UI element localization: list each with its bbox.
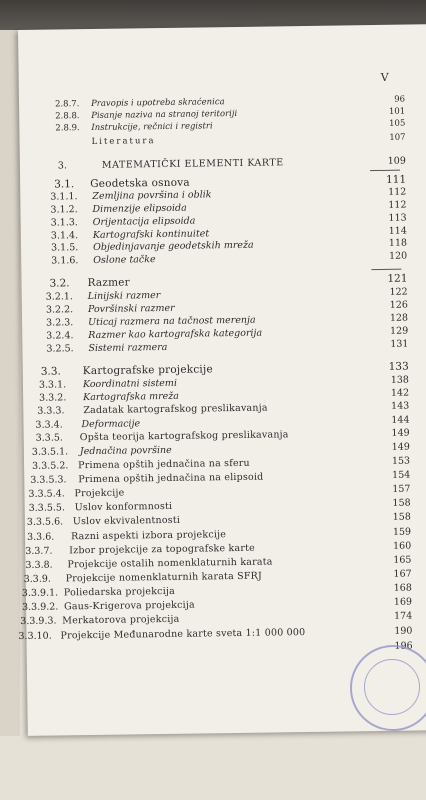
toc-entry-number: 3.3.5. [35,432,63,444]
toc-entry-number: 3.3.10. [18,630,52,643]
toc-entry-page: 133 [388,360,409,373]
toc-entry-title: Gaus-Krigerova projekcija [63,599,195,613]
toc-entry-page: 158 [392,497,411,509]
toc-entry-number: 3.3.5.6. [26,516,64,528]
toc-entry-number: 3.3.9.2. [21,601,59,613]
toc-entry-page: 121 [387,272,408,285]
toc-entry-number: 3.3. [40,365,61,378]
toc-entry-number: 3.2.4. [46,330,74,342]
toc-entry-page: 142 [390,387,410,399]
toc-entry-title: Projekcije [74,487,125,500]
toc-entry-page: 165 [393,554,412,566]
toc-entry-title: Kartografske projekcije [82,363,213,378]
toc-entry-page: 149 [391,427,410,439]
toc-entry-title: Primena opštih jednačina na elipsoid [78,471,264,486]
toc-entry-page: 120 [388,250,408,262]
toc-entry-number: 3.3.1. [38,379,67,391]
toc-entry-title: Razni aspekti izbora projekcije [71,529,227,543]
toc-entry-title: Orijentacija elipsoida [92,215,196,228]
toc-entry-title: Objedinjavanje geodetskih mreža [92,239,254,253]
toc-entry-number: 3.3.5.5. [28,502,66,514]
table-of-contents [18,24,426,736]
toc-entry-title: MATEMATIČKI ELEMENTI KARTE [101,157,284,171]
toc-entry-page: 129 [390,325,409,337]
toc-entry-page: 196 [394,640,413,652]
toc-entry-page: 112 [388,199,407,211]
toc-entry-page: 160 [393,540,412,552]
toc-entry-number: 3.2. [49,277,70,290]
toc-entry-page: 122 [389,286,408,298]
toc-entry-page: 101 [388,106,406,117]
toc-entry-number: 3.3.7. [25,545,53,557]
toc-entry-title: Pravopis i upotreba skraćenica [90,97,225,109]
page-rule [371,269,401,270]
toc-entry-page: 143 [391,400,410,412]
toc-entry-title: Zadatak kartografskog preslikavanja [83,402,268,417]
toc-entry-number: 3.3.9.3. [20,615,57,628]
toc-entry-page: 144 [391,414,410,426]
toc-entry-page: 138 [390,374,410,386]
toc-entry-page: 107 [389,132,406,143]
toc-entry-title: Deformacije [81,418,141,431]
toc-entry-number: 3.3.5.1. [31,446,69,458]
toc-entry-number: 3.3.5.4. [28,488,65,500]
toc-entry-number: 3.1.2. [50,204,78,216]
toc-entry-number: 3.3.2. [39,392,67,404]
toc-entry-page: 105 [389,118,406,129]
toc-entry-page: 126 [389,299,408,311]
library-stamp [350,645,426,731]
toc-entry-title: Geodetska osnova [90,176,190,191]
toc-entry-page: 128 [389,312,409,324]
book-page [18,24,426,736]
toc-entry-number: 3.3.9.1. [21,587,59,600]
toc-entry-page: 118 [388,237,408,249]
toc-entry-title: Instrukcije, rečnici i registri [91,121,213,133]
toc-entry-title: Poliedarska projekcija [63,585,175,599]
toc-entry-number: 3.2.1. [45,291,74,303]
toc-entry-page: 158 [392,511,411,523]
page-rule [370,170,400,171]
toc-entry-number: 3.3.4. [35,419,63,431]
toc-entry-title: Uslov konformnosti [74,500,173,514]
toc-entry-number: 3.3.5.2. [32,460,69,472]
toc-entry-page: 157 [392,483,411,495]
toc-entry-title: Projekcije Međunarodne karte sveta 1:1 000 000 [60,627,306,642]
toc-entry-title: Površinski razmer [87,302,175,316]
toc-entry-page: 174 [394,610,413,622]
toc-entry-title: Literatura [91,136,156,147]
book-spine-edge [0,30,20,736]
toc-entry-number: 2.8.8. [55,111,80,122]
toc-entry-page: 168 [393,582,412,594]
toc-entry-number: 3.2.3. [46,317,74,329]
toc-entry-number: 3.1.5. [50,242,79,254]
toc-entry-page: 167 [393,568,412,580]
toc-entry-page: 114 [388,225,407,237]
toc-entry-title: Jednačina površine [79,444,172,458]
toc-entry-page: 169 [393,596,413,608]
toc-entry-title: Oslone tačke [93,254,156,266]
toc-entry-page: 159 [392,526,412,538]
toc-entry-title: Pisanje naziva na stranoj teritoriji [91,108,238,121]
toc-entry-number: 3.2.2. [45,304,74,316]
toc-entry-title: Opšta teorija kartografskog preslikavanja [79,429,289,444]
toc-entry-number: 3.1.4. [50,230,79,242]
toc-entry-number: 3.3.8. [25,559,53,571]
toc-entry-number: 3.3.6. [27,531,55,543]
toc-entry-page: 131 [390,338,409,350]
toc-entry-title: Linijski razmer [87,290,161,303]
toc-entry-title: Primena opštih jednačina na sferu [78,457,250,472]
toc-entry-title: Projekcije ostalih nomenklaturnih karata [67,556,273,571]
toc-entry-number: 2.8.7. [54,99,80,110]
toc-entry-number: 3.3.3. [37,405,65,417]
toc-entry-number: 3.2.5. [46,343,74,355]
toc-entry-number: 3. [57,160,68,172]
toc-entry-title: Zemljina površina i oblik [92,189,212,202]
toc-entry-number: 3.3.5.3. [30,474,67,486]
toc-entry-page: 109 [387,155,406,167]
toc-entry-page: 149 [391,441,410,453]
toc-entry-number: 3.1. [54,178,75,191]
toc-entry-number: 3.1.1. [50,191,78,203]
library-stamp-inner-ring [364,659,420,715]
toc-entry-title: Koordinatni sistemi [82,377,178,391]
toc-entry-title: Merkatorova projekcija [62,613,180,627]
toc-entry-page: 111 [385,173,407,186]
toc-entry-page: 153 [391,455,411,467]
toc-entry-number: 3.3.9. [23,573,51,585]
toc-entry-title: Sistemi razmera [88,341,168,355]
toc-entry [20,155,426,175]
toc-entry-title: Kartografski kontinuitet [92,228,210,241]
toc-entry-page: 154 [392,469,411,481]
page-number: V [380,70,389,84]
toc-entry-title: Dimenzije elipsoida [92,202,187,215]
toc-entry-number: 3.1.3. [50,217,78,229]
toc-entry-title: Kartografska mreža [83,390,180,404]
toc-entry-number: 2.8.9. [55,123,80,134]
toc-entry-page: 190 [394,625,413,637]
toc-entry-title: Razmer [87,276,130,290]
toc-entry-title: Uticaj razmera na tačnost merenja [88,314,256,329]
toc-entry-number: 3.1.6. [51,255,79,267]
toc-entry-title: Razmer kao kartografska kategorija [88,327,263,342]
toc-entry-title: Izbor projekcije za topografske karte [69,542,255,557]
toc-entry-page: 96 [394,94,406,105]
toc-entry-title: Projekcije nomenklaturnih karata SFRJ [65,570,263,585]
toc-entry-title: Uslov ekvivalentnosti [72,514,181,528]
toc-entry-page: 112 [388,186,407,198]
toc-entry-page: 113 [388,212,407,224]
